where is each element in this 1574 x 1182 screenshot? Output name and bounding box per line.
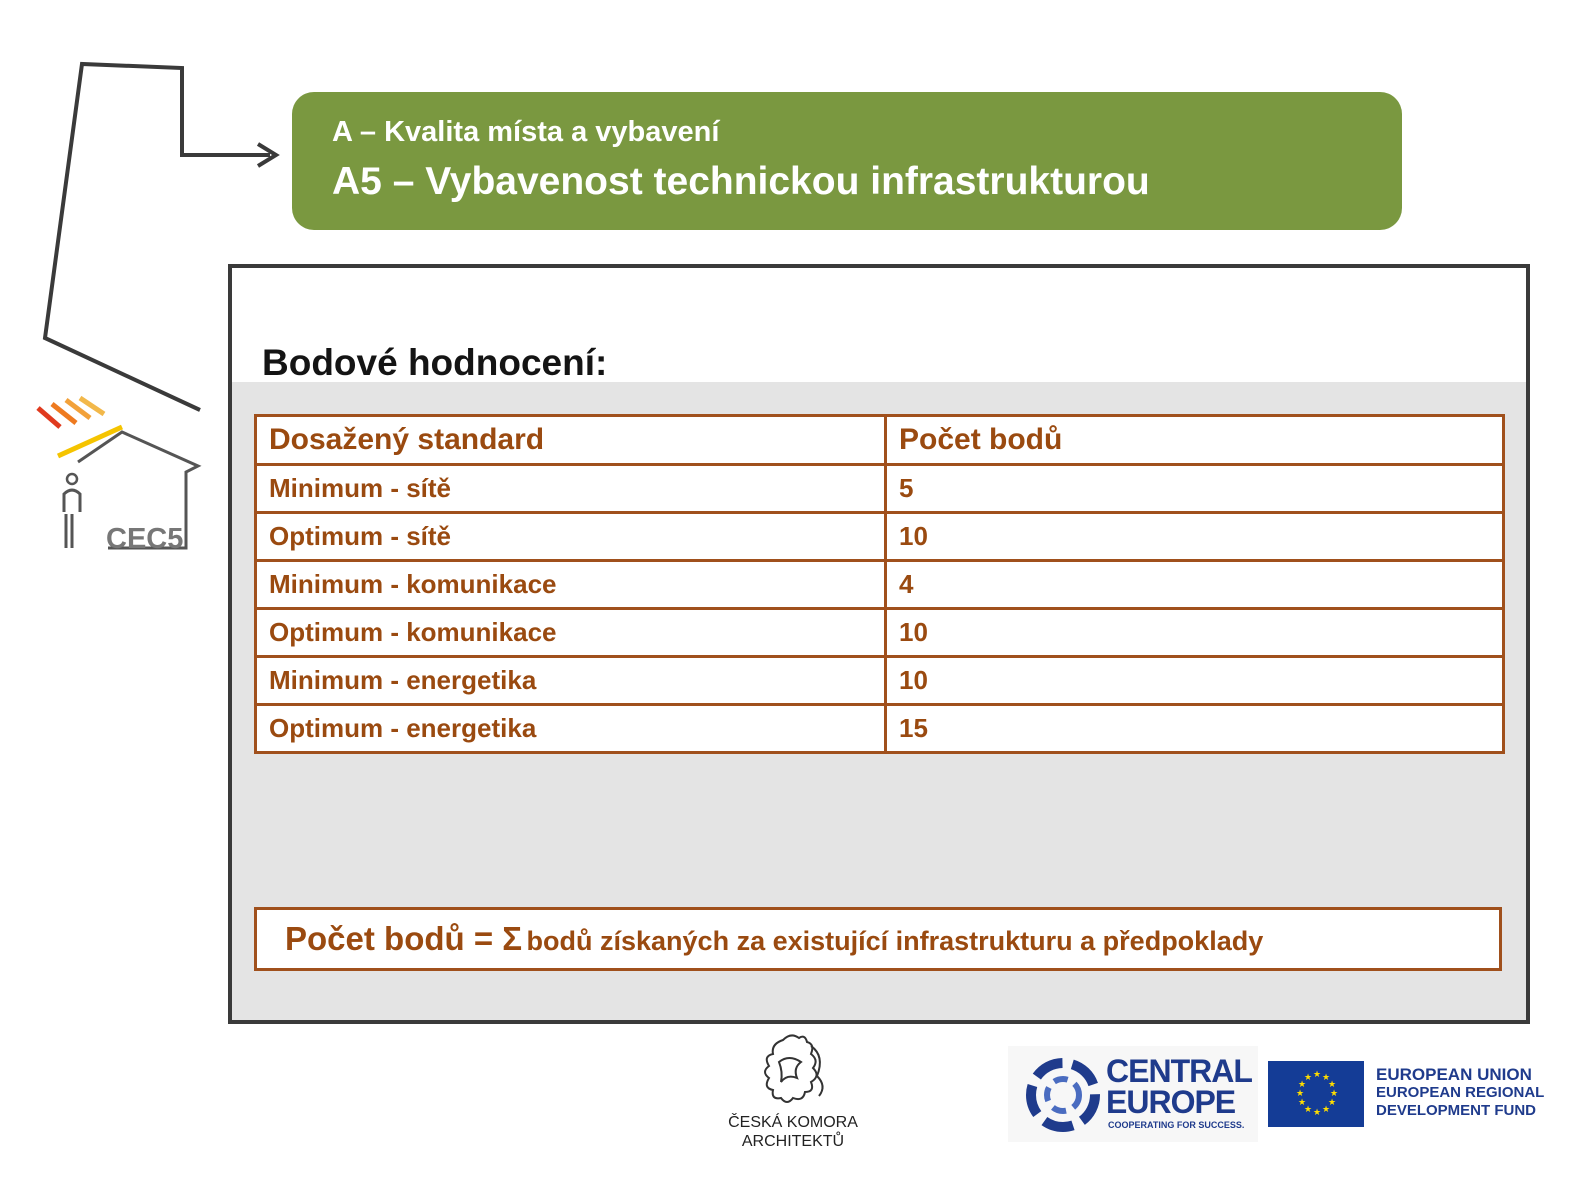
cka-logo: [718, 1032, 868, 1162]
score-table: [254, 414, 1505, 754]
svg-text:★: ★: [1328, 1080, 1337, 1090]
table-cell-standard: Minimum - sítě: [256, 465, 886, 513]
formula-text: [285, 920, 1263, 958]
ce-swirl-icon: [1018, 1050, 1108, 1140]
svg-text:★: ★: [1328, 1098, 1337, 1108]
eu-flag-icon: [1268, 1061, 1364, 1127]
svg-text:★: ★: [1322, 1105, 1331, 1115]
cka-line1: ČESKÁ KOMORA: [728, 1114, 858, 1131]
ce-line1: CENTRAL: [1106, 1053, 1252, 1089]
table-row: [256, 513, 1504, 561]
sun-rays-icon: [38, 398, 122, 456]
table-row: [256, 705, 1504, 753]
cka-line2: ARCHITEKTŮ: [741, 1133, 845, 1150]
eu-line2: EUROPEAN REGIONAL: [1376, 1084, 1545, 1101]
svg-text:★: ★: [1313, 1070, 1322, 1080]
eu-line3: DEVELOPMENT FUND: [1376, 1102, 1537, 1119]
svg-text:★: ★: [1330, 1089, 1339, 1099]
eu-text: [1376, 1066, 1544, 1120]
formula-rest: bodů získaných za existující infrastrukturu a předpoklady: [526, 926, 1264, 956]
table-cell-standard: Optimum - komunikace: [256, 609, 886, 657]
formula-lead: Počet bodů = Σ: [285, 920, 523, 957]
table-cell-standard: Minimum - komunikace: [256, 561, 886, 609]
table-row: [256, 657, 1504, 705]
table-cell-points: 4: [886, 561, 1504, 609]
table-row: [256, 609, 1504, 657]
table-cell-points: 10: [886, 513, 1504, 561]
logo-text: CEC5: [106, 523, 184, 555]
table-cell-points: 5: [886, 465, 1504, 513]
table-cell-points: 10: [886, 657, 1504, 705]
svg-text:★: ★: [1322, 1073, 1331, 1083]
table-cell-points: 15: [886, 705, 1504, 753]
svg-text:★: ★: [1304, 1073, 1313, 1083]
column-header-points: Počet bodů: [886, 416, 1504, 465]
ce-tagline: COOPERATING FOR SUCCESS.: [1108, 1120, 1245, 1130]
formula-box: [254, 907, 1502, 971]
eu-line1: EUROPEAN UNION: [1376, 1065, 1532, 1084]
table-cell-standard: Optimum - sítě: [256, 513, 886, 561]
header-title: A5 – Vybavenost technickou infrastrukturou: [332, 160, 1150, 203]
svg-text:★: ★: [1296, 1089, 1305, 1099]
svg-text:★: ★: [1313, 1108, 1322, 1118]
table-cell-standard: Optimum - energetika: [256, 705, 886, 753]
table-cell-points: 10: [886, 609, 1504, 657]
table-header-row: [256, 416, 1504, 465]
section-heading: Bodové hodnocení:: [262, 342, 608, 383]
svg-text:★: ★: [1304, 1105, 1313, 1115]
column-header-standard: Dosažený standard: [256, 416, 886, 465]
table-cell-standard: Minimum - energetika: [256, 657, 886, 705]
svg-text:★: ★: [1298, 1080, 1307, 1090]
header-banner: [292, 92, 1402, 230]
ce-line2: EUROPE: [1106, 1084, 1236, 1120]
svg-text:★: ★: [1298, 1098, 1307, 1108]
table-row: [256, 465, 1504, 513]
header-subtitle: A – Kvalita místa a vybavení: [332, 116, 720, 148]
table-row: [256, 561, 1504, 609]
central-europe-logo: [1008, 1046, 1258, 1142]
lion-crest-icon: [753, 1032, 833, 1108]
